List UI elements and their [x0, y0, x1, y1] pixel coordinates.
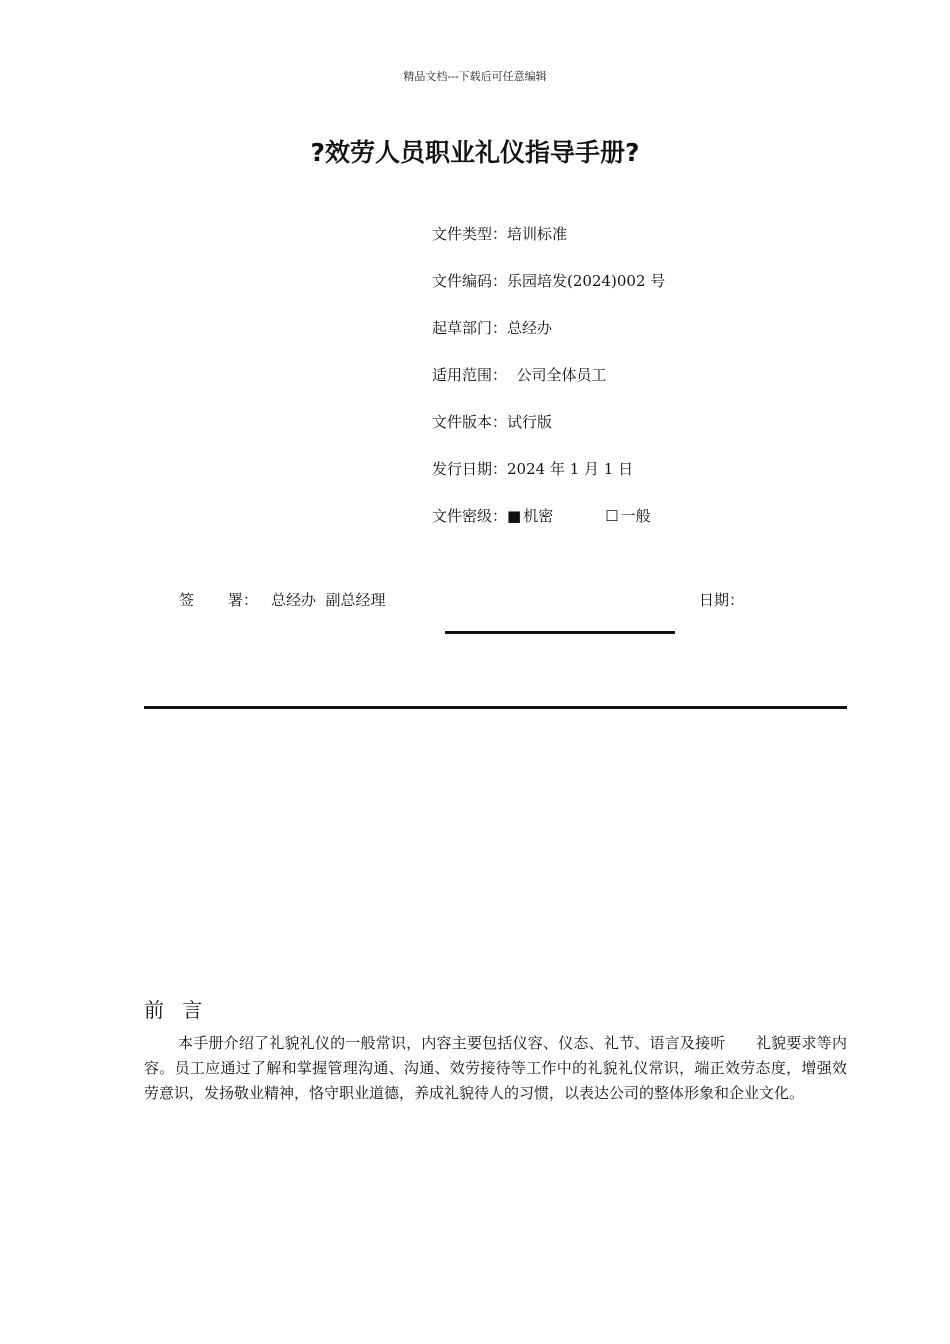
- meta-row-date: [432, 459, 665, 506]
- header-note: 精品文档---下载后可任意编辑: [403, 70, 547, 83]
- preface-body: 本手册介绍了礼貌礼仪的一般常识，内容主要包括仪容、仪态、礼节、语言及接听 礼貌要求等内容。员工应通过了解和掌握管理沟通、沟通、效劳接待等工作中的礼貌礼仪常识，端正效劳态度，增强效劳意识，发扬敬业精神，恪守职业道德，养成礼貌待人的习惯，以表达公司的整体形象和企业文化。: [144, 1034, 847, 1102]
- meta-value: 乐园培发(2024)002 号: [507, 272, 666, 290]
- meta-row-code: [432, 271, 665, 318]
- secrecy-option-general: 一般: [620, 507, 651, 525]
- document-meta: [432, 224, 665, 553]
- signature-value: 总经办 副总经理: [271, 591, 386, 609]
- meta-value: 试行版: [507, 413, 553, 431]
- meta-label: 适用范围：: [432, 366, 508, 384]
- date-label: 日期：: [699, 591, 745, 609]
- meta-value: 公司全体员工: [507, 366, 607, 384]
- meta-label: 文件版本：: [432, 413, 508, 431]
- meta-label: 文件编码：: [432, 272, 508, 290]
- meta-value: 2024 年 1 月 1 日: [507, 460, 634, 478]
- meta-value: 培训标准: [507, 225, 568, 243]
- signature-label-left: 签: [179, 591, 195, 609]
- meta-label: 文件密级：: [432, 507, 508, 525]
- meta-value: 总经办: [507, 319, 553, 337]
- secrecy-option-confidential: 机密: [523, 507, 554, 525]
- meta-label: 起草部门：: [432, 319, 508, 337]
- meta-label: 发行日期：: [432, 460, 508, 478]
- signature-line: [445, 631, 675, 634]
- meta-row-version: [432, 412, 665, 459]
- unchecked-box-icon: ☐: [605, 507, 619, 525]
- signature-label: [179, 590, 271, 610]
- meta-row-type: [432, 224, 665, 271]
- checked-box-icon: ■: [507, 507, 522, 525]
- signature-label-right: 署：: [228, 591, 259, 609]
- document-title: ?效劳人员职业礼仪指导手册?: [310, 138, 640, 167]
- meta-label: 文件类型：: [432, 225, 508, 243]
- meta-row-secrecy: [432, 506, 665, 553]
- preface-title: 前 言: [144, 998, 209, 1022]
- signature-row: [179, 590, 779, 610]
- meta-row-scope: [432, 365, 665, 412]
- meta-row-department: [432, 318, 665, 365]
- horizontal-rule: [144, 706, 847, 709]
